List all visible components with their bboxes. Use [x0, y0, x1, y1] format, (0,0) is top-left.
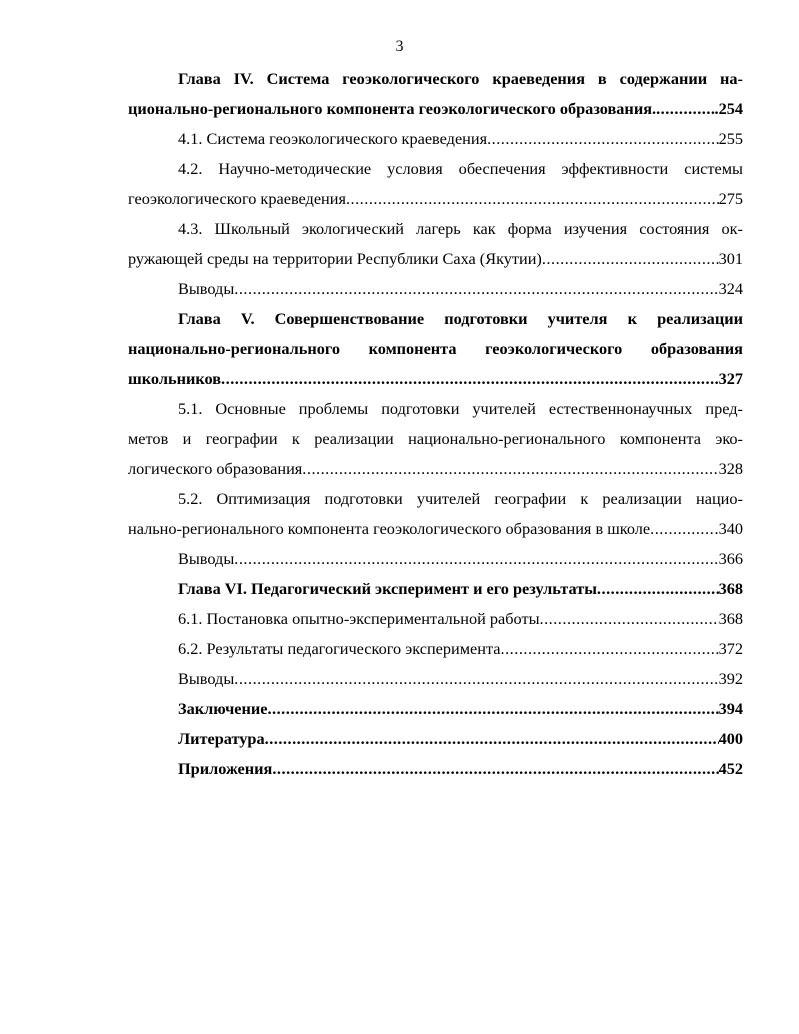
toc-entry-s52 — [128, 484, 743, 544]
toc-line-final — [128, 694, 743, 724]
toc-line-final — [128, 364, 743, 394]
toc-entry-title: Выводы — [178, 279, 235, 298]
toc-page-number: 275 — [718, 189, 743, 208]
dot-leader — [346, 184, 719, 214]
toc-page-number: 394 — [718, 699, 743, 718]
toc-line: Глава V. Совершенствование подготовки учителя к реализации — [178, 309, 743, 328]
toc-entry-ch4 — [128, 64, 743, 124]
toc-line-final — [128, 274, 743, 304]
toc-line-final — [128, 604, 743, 634]
toc-page-number: 372 — [718, 639, 743, 658]
toc-entry-s62 — [128, 634, 743, 664]
dot-leader — [656, 94, 714, 124]
dot-leader — [540, 604, 719, 634]
toc-entry-title: Выводы — [178, 669, 235, 688]
toc-page-number: 452 — [718, 759, 743, 778]
toc-entry-title: Приложения — [178, 759, 273, 778]
toc-entry-title: 6.2. Результаты педагогического эксперимента — [178, 639, 501, 658]
toc-page-number: .340 — [714, 519, 743, 538]
toc-entry-out5 — [128, 544, 743, 574]
toc-line-final — [128, 94, 743, 124]
dot-leader — [272, 754, 718, 784]
toc-page-number: 255 — [718, 129, 743, 148]
toc-page-number: 392 — [718, 669, 743, 688]
toc-entry-s61 — [128, 604, 743, 634]
toc-line-final — [128, 244, 743, 274]
toc-page-number: 368 — [718, 579, 743, 598]
table-of-contents — [128, 64, 743, 784]
toc-page-number: 327 — [718, 369, 743, 388]
toc-page-number: 324 — [718, 279, 743, 298]
toc-entry-ch5 — [128, 304, 743, 394]
toc-page-number: 301 — [718, 249, 743, 268]
dot-leader — [221, 364, 719, 394]
dot-leader — [487, 124, 718, 154]
dot-leader — [267, 694, 718, 724]
toc-line-final — [128, 184, 743, 214]
toc-entry-ch6 — [128, 574, 743, 604]
toc-line-final — [128, 724, 743, 754]
dot-leader — [234, 544, 718, 574]
toc-entry-out4 — [128, 274, 743, 304]
toc-entry-title: 6.1. Постановка опытно-экспериментальной работы — [178, 609, 540, 628]
toc-entry-title: школьников — [128, 369, 222, 388]
toc-entry-title: логического образования — [128, 459, 303, 478]
toc-entry-s41 — [128, 124, 743, 154]
toc-line-final — [128, 634, 743, 664]
toc-entry-s51 — [128, 394, 743, 484]
toc-entry-title: Литература — [178, 729, 265, 748]
toc-line: Глава IV. Система геоэкологического краеведения в содержании на- — [178, 69, 743, 88]
toc-entry-concl — [128, 694, 743, 724]
toc-line: национально-регионального компонента геоэкологического образования — [128, 339, 743, 358]
toc-entry-s43 — [128, 214, 743, 274]
toc-line-final — [128, 664, 743, 694]
toc-line-final — [128, 544, 743, 574]
toc-entry-out6 — [128, 664, 743, 694]
toc-entry-title: 4.1. Система геоэкологического краеведения — [178, 129, 488, 148]
toc-entry-title: Глава VI. Педагогический эксперимент и его результаты — [178, 579, 597, 598]
dot-leader — [650, 514, 714, 544]
toc-page-number: 400 — [718, 729, 743, 748]
toc-page-number: 368 — [718, 609, 743, 628]
dot-leader — [234, 664, 718, 694]
toc-entry-title: ционально-регионального компонента геоэкологического образования. — [128, 99, 657, 118]
toc-line-final — [128, 754, 743, 784]
toc-entry-title: Выводы — [178, 549, 235, 568]
toc-page-number: .254 — [714, 99, 743, 118]
toc-line: 4.2. Научно-методические условия обеспечения эффективности системы — [178, 159, 743, 178]
toc-line-final — [128, 454, 743, 484]
toc-line: метов и географии к реализации национально-регионального компонента эко- — [128, 429, 743, 448]
dot-leader — [265, 724, 719, 754]
toc-entry-title: Заключение — [178, 699, 268, 718]
toc-entry-s42 — [128, 154, 743, 214]
toc-line-final — [128, 124, 743, 154]
toc-page-number: 328 — [718, 459, 743, 478]
dot-leader — [501, 634, 719, 664]
page-number: 3 — [395, 38, 404, 55]
dot-leader — [597, 574, 719, 604]
toc-entry-title: ружающей среды на территории Республики Саха (Якутии) — [128, 249, 542, 268]
toc-entry-app — [128, 754, 743, 784]
dot-leader — [302, 454, 718, 484]
toc-page-number: 366 — [718, 549, 743, 568]
toc-line: 4.3. Школьный экологический лагерь как форма изучения состояния ок- — [178, 219, 743, 238]
toc-line: 5.1. Основные проблемы подготовки учителей естественнонаучных пред- — [178, 399, 743, 418]
toc-line-final — [128, 514, 743, 544]
toc-entry-lit — [128, 724, 743, 754]
toc-entry-title: геоэкологического краеведения — [128, 189, 346, 208]
toc-entry-title: нально-регионального компонента геоэкологического образования в школе — [128, 519, 651, 538]
dot-leader — [234, 274, 718, 304]
toc-line: 5.2. Оптимизация подготовки учителей географии к реализации нацио- — [178, 489, 743, 508]
dot-leader — [542, 244, 719, 274]
toc-line-final — [128, 574, 743, 604]
